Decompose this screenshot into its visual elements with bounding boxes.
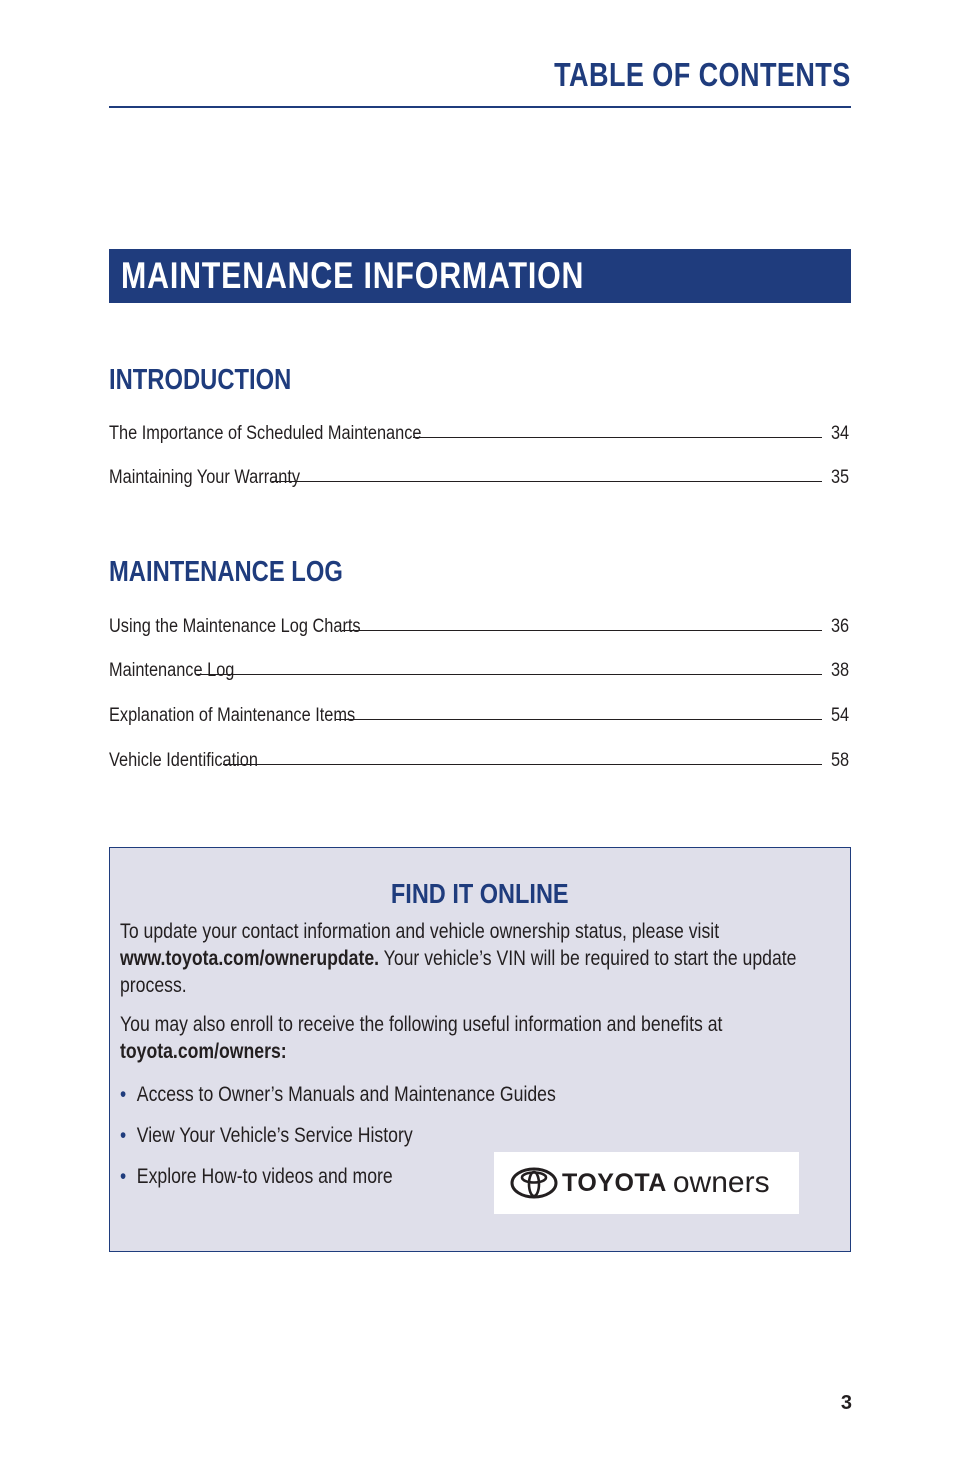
toc-entry-page: 35 [830,467,849,489]
header-rule [109,106,851,108]
benefit-text: View Your Vehicle’s Service History [136,1124,413,1147]
toc-entry-page: 34 [830,422,849,444]
toc-entry-label: The Importance of Scheduled Maintenance [109,422,422,444]
toyota-owners-link[interactable]: toyota.com/owners: [120,1040,287,1063]
toc-leader-line [272,481,822,482]
benefit-text: Access to Owner’s Manuals and Maintenance Guides [136,1083,556,1106]
toyota-owners-logo [494,1152,799,1214]
toc-entry-label: Maintaining Your Warranty [109,467,301,489]
logo-brand-text: TOYOTA [562,1168,667,1197]
toc-list-introduction [109,400,849,489]
toc-leader-line [223,764,822,765]
list-item [120,1080,557,1109]
bullet-icon: • [120,1124,127,1147]
page-number: 3 [840,1392,852,1414]
bullet-icon: • [120,1083,127,1106]
toc-entry-page: 36 [830,615,849,637]
toc-entry[interactable] [109,638,849,683]
toc-entry-page: 38 [830,660,849,682]
enroll-text: You may also enroll to receive the following useful information and benefits at [120,1013,723,1036]
toc-entry-page: 58 [830,749,849,771]
toc-entry-label: Vehicle Identification [109,749,258,771]
toc-entry-label: Explanation of Maintenance Items [109,705,356,727]
update-contact-paragraph [120,918,817,999]
section-banner [109,249,851,303]
toc-entry[interactable] [109,682,849,727]
owner-update-link[interactable]: www.toyota.com/ownerupdate. [120,947,380,970]
find-it-online-box [109,847,851,1252]
toc-entry[interactable] [109,400,849,445]
find-it-online-title [110,878,850,910]
group-heading-introduction: INTRODUCTION [109,364,292,396]
toc-leader-line [336,719,822,720]
toc-list-maintenance-log [109,593,849,772]
list-item [120,1121,557,1150]
toc-entry[interactable] [109,593,849,638]
group-heading-maintenance-log: MAINTENANCE LOG [109,556,343,588]
section-title: MAINTENANCE INFORMATION [121,255,585,296]
toc-entry-label: Maintenance Log [109,660,235,682]
toc-leader-line [196,674,822,675]
toc-entry[interactable] [109,445,849,490]
toc-leader-line [342,630,821,631]
vin-required-text: Your vehicle’s VIN will be required to start the update process. [120,947,797,997]
toyota-emblem-icon [510,1167,558,1199]
bullet-icon: • [120,1165,127,1188]
logo-suffix-text: owners [672,1166,770,1199]
enroll-paragraph [120,1011,817,1065]
list-item [120,1162,557,1191]
update-contact-text: To update your contact information and vehicle ownership status, please visit [120,920,720,943]
toc-entry[interactable] [109,727,849,772]
find-it-online-title-text: FIND IT ONLINE [391,878,569,909]
page-header-title: TABLE OF CONTENTS [554,56,851,93]
toc-entry-label: Using the Maintenance Log Charts [109,615,361,637]
toc-leader-line [413,437,822,438]
benefit-text: Explore How-to videos and more [136,1165,393,1188]
toc-entry-page: 54 [830,705,849,727]
